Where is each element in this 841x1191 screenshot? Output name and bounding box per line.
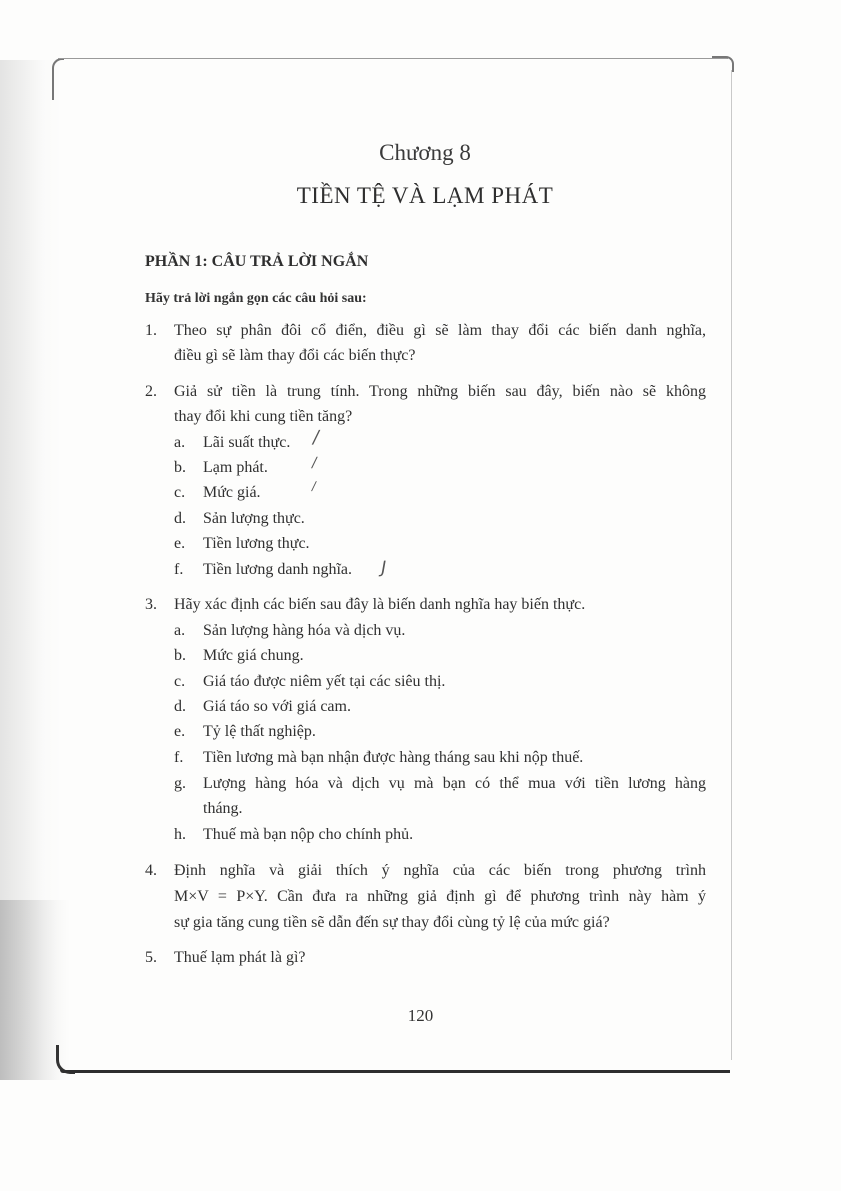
chapter-number: Chương 8	[379, 140, 471, 165]
page-number: 120	[407, 1006, 434, 1025]
handwritten-mark: /	[310, 479, 318, 493]
item-text: Mức giá chung.	[203, 647, 304, 664]
handwritten-mark: /	[310, 455, 319, 471]
handwritten-mark: /	[311, 427, 321, 448]
item-label: b.	[174, 647, 186, 664]
question-text: điều gì sẽ làm thay đổi các biến thực?	[174, 347, 416, 364]
item-text: Giá táo so với giá cam.	[203, 698, 351, 715]
question-text: thay đổi khi cung tiền tăng?	[174, 408, 353, 425]
section-instruction: Hãy trả lời ngắn gọn các câu hỏi sau:	[145, 291, 367, 306]
item-label: b.	[174, 459, 186, 476]
frame-bottom-rule	[60, 1070, 730, 1073]
question-text: Hãy xác định các biến sau đây là biến danh nghĩa hay biến thực.	[174, 596, 586, 613]
item-label: a.	[174, 434, 186, 451]
item-label: d.	[174, 510, 186, 527]
item-text: Sản lượng hàng hóa và dịch vụ.	[203, 622, 406, 639]
item-label: e.	[174, 723, 186, 740]
question-number: 4.	[145, 862, 157, 879]
item-text: Lạm phát.	[203, 459, 268, 476]
question-text: Giả sử tiền là trung tính. Trong những biến sau đây, biến nào sẽ không	[174, 383, 706, 400]
handwritten-mark: J	[379, 558, 388, 578]
item-text: Sản lượng thực.	[203, 510, 305, 527]
frame-right-rule	[731, 70, 732, 1060]
item-label: c.	[174, 673, 186, 690]
item-label: f.	[174, 749, 184, 766]
item-label: e.	[174, 535, 186, 552]
item-label: a.	[174, 622, 186, 639]
item-label: f.	[174, 561, 184, 578]
item-text: Tiền lương mà bạn nhận được hàng tháng sau khi nộp thuế.	[203, 749, 584, 766]
item-text-continuation: tháng.	[203, 800, 243, 817]
item-text: Mức giá.	[203, 484, 261, 501]
item-text: Thuế mà bạn nộp cho chính phủ.	[203, 826, 414, 843]
item-label: d.	[174, 698, 186, 715]
item-text: Tiền lương thực.	[203, 535, 310, 552]
item-text: Lượng hàng hóa và dịch vụ mà bạn có thể mua với tiền lương hàng	[203, 775, 706, 792]
question-number: 2.	[145, 383, 157, 400]
item-text: Tiền lương danh nghĩa.	[203, 561, 352, 578]
item-label: h.	[174, 826, 186, 843]
frame-corner	[52, 58, 64, 100]
item-label: g.	[174, 775, 186, 792]
question-number: 3.	[145, 596, 157, 613]
question-text: Định nghĩa và giải thích ý nghĩa của các biến trong phương trình	[174, 862, 706, 879]
question-text: Theo sự phân đôi cổ điển, điều gì sẽ làm thay đổi các biến danh nghĩa,	[174, 322, 706, 339]
question-number: 5.	[145, 949, 157, 966]
question-text: sự gia tăng cung tiền sẽ dẫn đến sự thay đổi cùng tỷ lệ của mức giá?	[174, 914, 610, 931]
question-text: M×V = P×Y. Cần đưa ra những giả định gì để phương trình này hàm ý	[174, 888, 706, 905]
item-text: Giá táo được niêm yết tại các siêu thị.	[203, 673, 446, 690]
question-number: 1.	[145, 322, 157, 339]
item-label: c.	[174, 484, 186, 501]
item-text: Lãi suất thực.	[203, 434, 291, 451]
question-text: Thuế lạm phát là gì?	[174, 949, 306, 966]
section-heading: PHẦN 1: CÂU TRẢ LỜI NGẮN	[145, 253, 369, 270]
item-text: Tỷ lệ thất nghiệp.	[203, 723, 316, 740]
chapter-title: TIỀN TỆ VÀ LẠM PHÁT	[296, 183, 554, 208]
frame-top-rule	[58, 58, 728, 59]
